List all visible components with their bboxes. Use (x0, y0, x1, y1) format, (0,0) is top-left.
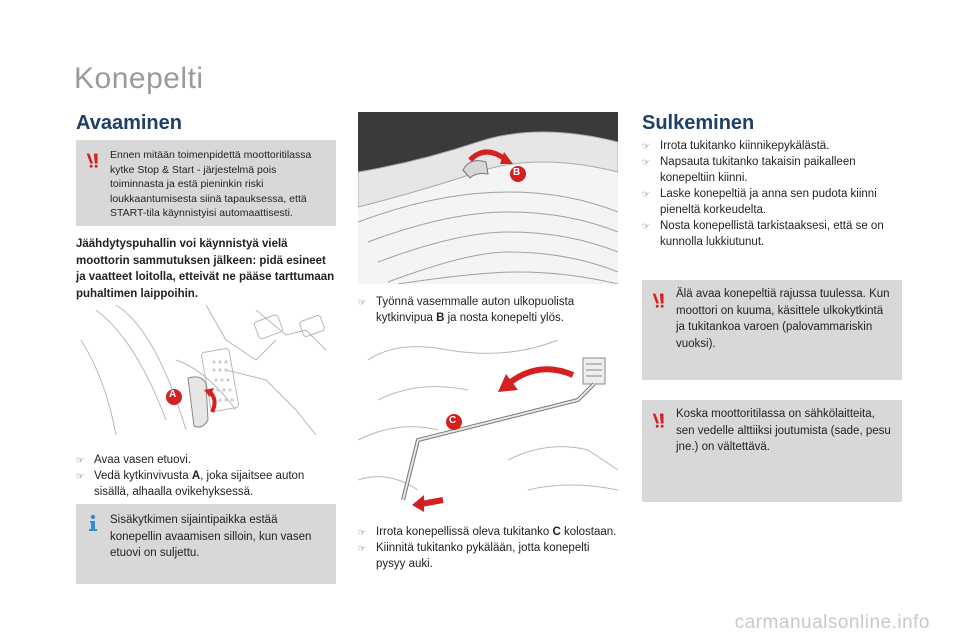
info-text: Sisäkytkimen sijaintipaikka estää konepellin avaamisen silloin, kun vasen etuovi on suljettu. (110, 514, 312, 559)
illustration-lever-a (76, 300, 336, 440)
step-item: ☞ Kiinnitä tukitanko pykälään, jotta konepelti pysyy auki. (358, 542, 590, 570)
step-b-list (358, 294, 618, 326)
prop-steps-list (358, 524, 620, 572)
warning-icon (84, 150, 102, 168)
bullet-pointer-icon: ☞ (358, 527, 367, 537)
fan-caution-note: Jäähdytyspuhallin voi käynnistyä vielä moottorin sammutuksen jälkeen: pidä esineet ja vaatteet loitolla, etteivät ne pääse tarttumaan puhaltimen laippoihin. (76, 238, 335, 300)
step-item: ☞ Napsauta tukitanko takaisin paikalleen konepeltiin kiinni. (642, 156, 856, 184)
step-item: ☞ Laske konepeltiä ja anna sen pudota kiinni pieneltä korkeudelta. (642, 188, 877, 216)
bullet-pointer-icon: ☞ (76, 471, 85, 481)
bullet-pointer-icon: ☞ (358, 543, 367, 553)
warning-box-water (642, 400, 902, 502)
section-heading-opening: Avaaminen (76, 112, 182, 134)
illustration-prop-c (358, 340, 618, 512)
step-item: ☞ Vedä kytkinvivusta A, joka sijaitsee auton sisällä, alhaalla ovikehyksessä. (76, 470, 305, 498)
watermark: carmanualsonline.info (734, 612, 930, 633)
info-box-interlock (76, 504, 336, 584)
info-icon (86, 514, 100, 532)
front-grille-drawing (358, 112, 618, 284)
bullet-pointer-icon: ☞ (642, 141, 651, 151)
opening-steps-list (76, 452, 336, 500)
warning-icon (650, 290, 668, 308)
bullet-pointer-icon: ☞ (642, 189, 651, 199)
warning-box-wind (642, 280, 902, 380)
step-item: ☞ Avaa vasen etuovi. (76, 454, 191, 466)
bullet-pointer-icon: ☞ (642, 221, 651, 231)
label-a: A (169, 389, 177, 400)
warning-box-stop-start (76, 140, 336, 226)
bullet-pointer-icon: ☞ (76, 455, 85, 465)
section-heading-closing: Sulkeminen (642, 112, 755, 134)
label-b: B (513, 167, 521, 178)
step-item: ☞ Työnnä vasemmalle auton ulkopuolista kytkinvipua B ja nosta konepelti ylös. (358, 296, 575, 324)
step-item: ☞ Nosta konepellistä tarkistaaksesi, että se on kunnolla lukkiutunut. (642, 220, 884, 248)
warning-text: Ennen mitään toimenpidettä moottoritilassa kytke Stop & Start - järjestelmä pois toiminnasta ja estä pieninkin riski loukkaantumisesta siinä tapauksessa, että START-tila käynnistyisi automaattisesti. (110, 149, 312, 219)
page-title: Konepelti (74, 62, 204, 95)
warning-text: Älä avaa konepeltiä rajussa tuulessa. Kun moottori on kuuma, käsittele ulkokytkintä ja tukitankoa varoen (palovammariskin vuoksi). (676, 288, 890, 350)
bullet-pointer-icon: ☞ (642, 157, 651, 167)
closing-steps-list (642, 138, 904, 250)
bullet-pointer-icon: ☞ (358, 297, 367, 307)
label-c: C (449, 415, 457, 426)
warning-text: Koska moottoritilassa on sähkölaitteita, sen vedelle alttiiksi joutumista (sade, pesu jne.) on vältettävä. (676, 408, 891, 453)
pedal-area-drawing (76, 300, 336, 440)
step-item: ☞ Irrota tukitanko kiinnikepykälästä. (642, 140, 830, 152)
step-item: ☞ Irrota konepellissä oleva tukitanko C kolostaan. (358, 526, 617, 538)
warning-icon (650, 410, 668, 428)
engine-bay-drawing (358, 340, 618, 512)
illustration-lever-b (358, 112, 618, 284)
